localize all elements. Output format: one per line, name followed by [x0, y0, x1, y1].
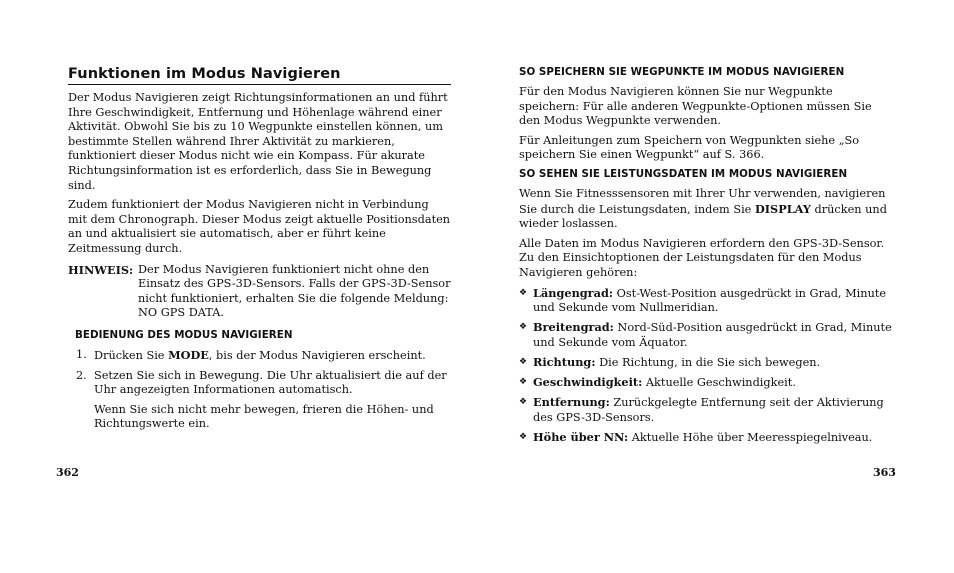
list-item	[519, 355, 896, 371]
bullet-icon: ❖	[519, 397, 528, 408]
display-keyword: DISPLAY	[754, 201, 811, 216]
list-item	[519, 286, 896, 316]
note-text: Der Modus Navigieren funktioniert nicht ohne den Einsatz des GPS-3D-Sensors. Falls der GPS-3D-Sensor nicht funktioniert, erhalten Sie die folgende Meldung: NO GPS DATA.	[138, 262, 451, 320]
step-followup: Wenn Sie sich nicht mehr bewegen, frieren die Höhen- und Richtungswerte ein.	[94, 402, 434, 431]
note-block	[68, 263, 451, 321]
step-text-post: , bis der Modus Navigieren erscheint.	[208, 348, 426, 362]
note-label: HINWEIS:	[68, 262, 134, 277]
step-number: 2.	[76, 368, 87, 382]
list-item-desc: Zurückgelegte Entfernung seit der Aktivierung des GPS-3D-Sensors.	[533, 396, 884, 425]
list-item-term: Längengrad:	[533, 285, 614, 300]
list-item	[519, 430, 896, 446]
right-page	[519, 66, 896, 450]
page-number-right: 363	[873, 466, 896, 479]
step-text-pre: Drücken Sie	[94, 348, 169, 362]
data-options-list	[519, 286, 896, 446]
list-item-text	[533, 430, 872, 446]
bullet-icon: ❖	[519, 287, 528, 298]
save-paragraph-1: Für den Modus Navigieren können Sie nur Wegpunkte speichern: Für alle anderen Wegpunkte-Optionen müssen Sie den Modus Wegpunkte verwenden.	[519, 85, 872, 128]
list-item	[519, 395, 896, 425]
list-item-text	[533, 395, 896, 425]
subheading-performance-data: SO SEHEN SIE LEISTUNGSDATEN IM MODUS NAVIGIEREN	[519, 167, 848, 180]
steps-list	[68, 348, 451, 398]
list-item-text	[533, 375, 796, 391]
list-item	[68, 369, 451, 398]
subheading-save-waypoints: SO SPEICHERN SIE WEGPUNKTE IM MODUS NAVIGIEREN	[519, 66, 845, 78]
list-item-desc: Die Richtung, in die Sie sich bewegen.	[595, 356, 821, 370]
step-text	[94, 348, 451, 364]
list-item-text	[533, 355, 820, 371]
left-page	[68, 66, 451, 432]
perf-text-pre: Wenn Sie Fitnesssensoren mit Ihrer Uhr verwenden, navigieren Sie durch die Leistungsdaten, indem Sie	[519, 186, 886, 216]
list-item-desc: Aktuelle Höhe über Meeresspiegelniveau.	[628, 431, 873, 445]
list-item-desc: Nord-Süd-Position ausgedrückt in Grad, Minute und Sekunde vom Äquator.	[533, 321, 892, 349]
bullet-icon: ❖	[519, 322, 528, 333]
list-item	[68, 348, 451, 364]
intro-paragraph-1: Der Modus Navigieren zeigt Richtungsinformationen an und führt Ihre Geschwindigkeit, Entfernung und Höhenlage während einer Aktivität. Obwohl Sie bis zu 10 Wegpunkte einstellen können, um bestimmte Stellen während Ihrer Aktivität zu markieren, funktioniert dieser Modus nicht wie ein Kompass. Für akurate Richtungsinformation ist es erforderlich, dass Sie in Bewegung sind.	[68, 91, 448, 192]
page-number-left: 362	[56, 466, 79, 479]
performance-paragraph-1	[519, 187, 896, 232]
bullet-icon: ❖	[519, 357, 528, 368]
performance-paragraph-2: Alle Daten im Modus Navigieren erfordern den GPS-3D-Sensor. Zu den Einsichtoptionen der Leistungsdaten für den Modus Navigieren gehören:	[519, 236, 885, 279]
list-item	[519, 320, 896, 350]
step-number: 1.	[76, 347, 87, 361]
step-keyword: MODE	[168, 347, 209, 362]
subheading-operation: BEDIENUNG DES MODUS NAVIGIEREN	[75, 328, 293, 341]
bullet-icon: ❖	[519, 377, 528, 388]
bullet-icon: ❖	[519, 432, 528, 443]
intro-paragraph-2: Zudem funktioniert der Modus Navigieren nicht in Verbindung mit dem Chronograph. Dieser Modus zeigt aktuelle Positionsdaten an und aktualisiert sie automatisch, aber er führt keine Zeitmessung durch.	[68, 198, 451, 255]
list-item-term: Entfernung:	[533, 395, 610, 410]
step-text: Setzen Sie sich in Bewegung. Die Uhr aktualisiert die auf der Uhr angezeigten Informationen automatisch.	[94, 368, 447, 397]
save-paragraph-2: Für Anleitungen zum Speichern von Wegpunkten siehe „So speichern Sie einen Wegpunkt“ auf S. 366.	[519, 133, 860, 162]
list-item-desc: Aktuelle Geschwindigkeit.	[642, 376, 796, 390]
list-item-term: Höhe über NN:	[533, 430, 629, 445]
list-item-term: Richtung:	[533, 355, 596, 370]
perf-text-post: drücken und wieder loslassen.	[519, 202, 887, 231]
section-title: Funktionen im Modus Navigieren	[68, 66, 451, 85]
list-item-term: Breitengrad:	[533, 320, 614, 335]
list-item-term: Geschwindigkeit:	[533, 375, 643, 390]
list-item-text	[533, 286, 896, 316]
list-item	[519, 375, 896, 391]
list-item-desc: Ost-West-Position ausgedrückt in Grad, Minute und Sekunde vom Nullmeridian.	[533, 286, 887, 315]
list-item-text	[533, 320, 896, 350]
